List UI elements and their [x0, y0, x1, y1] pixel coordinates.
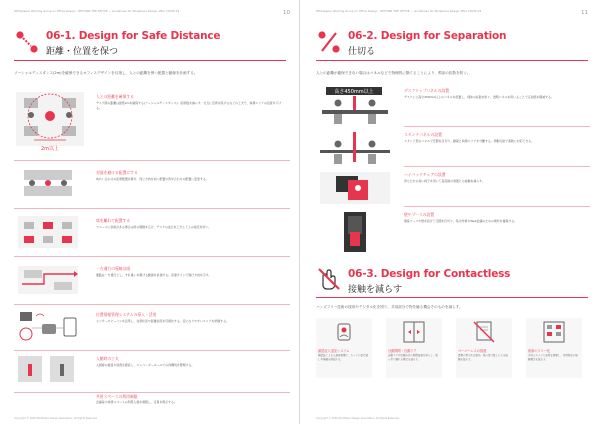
one-way-flow-illustration — [14, 260, 82, 300]
section-title: 06-1. Design for Safe Distance — [46, 30, 221, 42]
separation-icon — [316, 29, 342, 55]
card-body: 予約システムで座席を管理し、共用物品の接触機会を減らす。 — [528, 354, 578, 361]
item-body: 会議室や休憩スペースの利用人数を制限し、定員を明示する。 — [96, 400, 177, 404]
item-body: デスク間の距離は最低2mを確保する(ソーシャルディスタンス)。座席数を減らす、交互に空席を設けるなどの工夫で、執務エリアの密度を下げる。 — [96, 101, 282, 110]
item-title: ハイバックチェアの設置 — [404, 172, 446, 177]
right-page — [300, 0, 600, 424]
contactless-title: 06-3. Design for Contactless — [348, 268, 511, 280]
contactless-divider — [316, 297, 588, 298]
card-body: 書類の電子化を進め、紙の受け渡しによる接触を減らす。 — [458, 354, 508, 361]
running-header: Whitepaper Working Group on Office Design · RETHINK THE OFFICE — Guidelines for Workplace Design after COVID-19 — [14, 10, 180, 13]
item-body: 入館時の検温や消毒を徹底し、エレベーターホールでの待機列を整理する。 — [96, 363, 195, 367]
high-back-chair-illustration — [316, 170, 394, 206]
card-title: 自動開閉・自動ドア — [388, 349, 417, 353]
section-title: 06-2. Design for Separation — [348, 30, 507, 42]
face-recognition-icon — [316, 318, 372, 346]
stand-panel-illustration — [316, 130, 394, 166]
list-item — [316, 210, 590, 256]
item-body: デスク上に高さ450mm以上のパネルを設置し、飛沫の拡散を防ぐ。透明パネルを用いることで圧迫感を軽減する。 — [404, 95, 554, 99]
item-divider — [404, 126, 590, 127]
contactless-card — [386, 318, 442, 378]
list-item — [316, 130, 590, 168]
contactless-icon — [316, 266, 342, 292]
entrance-illustration — [14, 352, 82, 386]
item-title: 一方通行の導線計画 — [96, 266, 131, 271]
item-title: 対面を避ける配置にする — [96, 170, 138, 175]
section-subtitle: 距離・位置を保つ — [46, 47, 119, 57]
item-body: 背もたれの高い椅子を用いて着座時の周囲との接触を減らす。 — [404, 179, 485, 183]
booth-illustration — [316, 210, 394, 254]
desk-panel-illustration — [316, 86, 394, 126]
face-avoid-illustration — [14, 164, 82, 204]
contactless-card — [456, 318, 512, 378]
list-item — [14, 164, 290, 208]
item-title: 壁やブースの設置 — [404, 212, 435, 217]
item-divider — [14, 208, 290, 209]
list-item — [14, 352, 290, 392]
item-body: 通路は一方通行とし、すれ違いを避ける動線を計画する。床面サインで進行方向を示す。 — [96, 273, 212, 277]
item-title: 人との距離を確保する — [96, 94, 134, 99]
item-divider — [404, 166, 590, 167]
list-item — [14, 394, 290, 412]
section-intro: ソーシャルディスタンス(2m)を確保できるオフィスデザインを目指し、人との距離を保つ配置と動線を計画する。 — [14, 71, 198, 75]
item-title: 位置情報管理システムの導入・活用 — [96, 312, 157, 317]
auto-door-icon — [386, 318, 442, 346]
item-title: スタンドパネルの設置 — [404, 132, 442, 137]
contactless-card — [316, 318, 372, 378]
distance-illustration — [14, 88, 86, 156]
card-body: 自動ドアや足踏み式の開閉装置を導入し、取っ手に触れる機会を減らす。 — [388, 354, 438, 361]
contactless-card — [526, 318, 582, 378]
copyright: Copyright © 2020 WorkPlace Design Association. All Rights Reserved. — [316, 417, 400, 420]
distance-label: 2m以上 — [40, 146, 60, 152]
section-intro: 人との距離が確保できない場合はパネルなどで物理的に隔てることにより、飛沫の拡散を防ぐ。 — [316, 71, 471, 75]
seat-booking-icon — [526, 318, 582, 346]
contactless-subtitle: 接触を減らす — [348, 285, 403, 295]
item-body: スペースに余裕がある場合は席の間隔を広げ、デスクの並びを工夫して人の接近を防ぐ。 — [96, 225, 212, 229]
location-system-illustration — [14, 306, 82, 346]
list-item — [14, 260, 290, 304]
list-item — [316, 170, 590, 208]
title-divider — [14, 60, 286, 61]
height-label: 高さ450mm以上 — [334, 89, 374, 95]
card-body: 顔認証による入退室管理で、カードの受け渡しや接触を削減する。 — [318, 354, 368, 361]
item-title: 入館時の工夫 — [96, 356, 119, 361]
item-divider — [14, 160, 290, 161]
list-item — [14, 306, 290, 350]
card-title: ペーパーレスの推進 — [458, 349, 487, 353]
item-title: 共用スペースの利用制限 — [96, 394, 138, 399]
safe-distance-icon — [14, 29, 40, 55]
contactless-intro: ハンズフリー技術の採用やデジタル化を図り、共用部分で物を触る機会そのものを減らす。 — [316, 305, 463, 309]
running-header: Whitepaper Working Group on Office Design · RETHINK THE OFFICE — Guidelines for Workplace Design after COVID-19 — [316, 10, 482, 13]
item-body: 個室ブースや壁を設けて空間を仕切り、集中作業やWeb会議のための場所を確保する。 — [404, 219, 518, 223]
page-number: 11 — [581, 10, 588, 16]
item-body: スタンド型のパネルで空間を区切り、動線と執務エリアを分離する。移動可能で柔軟に対応できる。 — [404, 139, 535, 143]
item-body: 向かい合わせの座席配置を避け、同じ方向を向く配置や背中合わせの配置に変更する。 — [96, 177, 209, 181]
title-divider — [316, 60, 588, 61]
item-divider — [14, 256, 290, 257]
list-item — [14, 212, 290, 256]
item-title: 席を離れて配置する — [96, 218, 131, 223]
item-title: デスクトップパネルの設置 — [404, 88, 449, 93]
item-divider — [14, 304, 290, 305]
list-item — [14, 88, 290, 160]
copyright: Copyright © 2020 WorkPlace Design Association. All Rights Reserved. — [14, 417, 98, 420]
card-title: 座席のフリー化 — [528, 349, 551, 353]
item-body: センサーやビーコンを活用し、在席状況や混雑状況を可視化する。密になりやすいエリアを把握する。 — [96, 319, 229, 323]
item-divider — [404, 206, 590, 207]
spaced-seats-illustration — [14, 212, 82, 252]
item-divider — [14, 350, 290, 351]
list-item — [316, 86, 590, 128]
page-number: 10 — [283, 10, 290, 16]
section-subtitle: 仕切る — [348, 47, 376, 57]
paperless-icon — [456, 318, 512, 346]
item-divider — [14, 392, 290, 393]
card-title: 顔認証入退室システム — [318, 349, 350, 353]
